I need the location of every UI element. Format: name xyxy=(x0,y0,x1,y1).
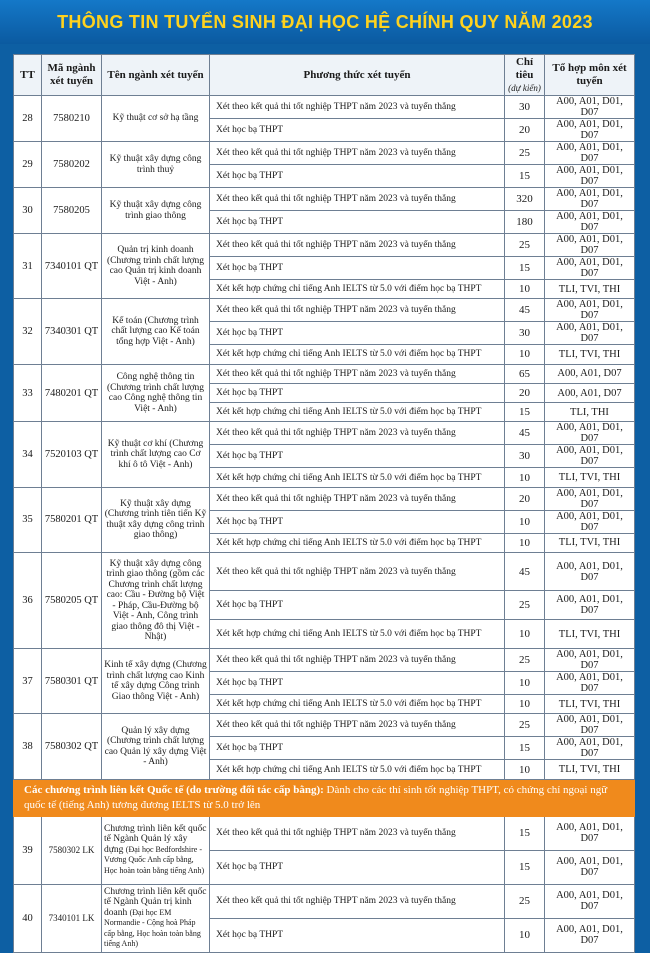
admission-method: Xét học bạ THPT xyxy=(210,672,505,695)
program-name: Kỹ thuật xây dựng công trình giao thông (gồm các Chương trình chất lượng cao: Cầu - Đường bộ Việt - Pháp, Cầu-Đường bộ Việt - Anh, Công trình giao thông đô thị Việt - Nhật) xyxy=(102,553,210,649)
program-name: Kỹ thuật xây dựng công trình giao thông xyxy=(102,188,210,234)
quota-value: 20 xyxy=(505,119,545,142)
subject-combination: A00, A01, D01, D07 xyxy=(545,142,635,165)
program-code: 7480201 QT xyxy=(42,364,102,422)
table-header-row xyxy=(14,55,635,96)
quota-value: 25 xyxy=(505,591,545,620)
program-code: 7580202 xyxy=(42,142,102,188)
table-row xyxy=(14,142,635,165)
subject-combination: A00, A01, D01, D07 xyxy=(545,422,635,445)
subject-combination: A00, A01, D01, D07 xyxy=(545,96,635,119)
program-code: 7580201 QT xyxy=(42,487,102,552)
admission-method: Xét theo kết quả thi tốt nghiệp THPT năm 2023 và tuyển thẳng xyxy=(210,142,505,165)
admission-method: Xét theo kết quả thi tốt nghiệp THPT năm 2023 và tuyển thẳng xyxy=(210,188,505,211)
program-code: 7520103 QT xyxy=(42,422,102,487)
quota-value: 45 xyxy=(505,299,545,322)
admission-method: Xét theo kết quả thi tốt nghiệp THPT năm 2023 và tuyển thẳng xyxy=(210,487,505,510)
admission-method: Xét kết hợp chứng chỉ tiếng Anh IELTS từ 5.0 với điểm học bạ THPT xyxy=(210,760,505,779)
program-code: 7340101 QT xyxy=(42,234,102,299)
subject-combination: A00, A01, D07 xyxy=(545,383,635,402)
table-row xyxy=(14,188,635,211)
admission-method: Xét kết hợp chứng chỉ tiếng Anh IELTS từ 5.0 với điểm học bạ THPT xyxy=(210,403,505,422)
quota-value: 45 xyxy=(505,422,545,445)
subject-combination: A00, A01, D01, D07 xyxy=(545,165,635,188)
program-name-detail: (Đại học Bedfordshire - Vương Quốc Anh cấp bằng, Học hoàn toàn bằng tiếng Anh) xyxy=(104,844,205,875)
admission-method: Xét học bạ THPT xyxy=(210,383,505,402)
subject-combination: A00, A01, D01, D07 xyxy=(545,299,635,322)
quota-value: 15 xyxy=(505,403,545,422)
program-name: Kỹ thuật cơ sở hạ tầng xyxy=(102,96,210,142)
admission-method: Xét kết hợp chứng chỉ tiếng Anh IELTS từ 5.0 với điểm học bạ THPT xyxy=(210,345,505,364)
quota-sublabel: (dự kiến) xyxy=(508,82,541,93)
section-banner-text: Dành cho các thí sinh tốt nghiệp THPT, có chứng chỉ ngoại ngữ quốc tế (tiếng Anh) tương đương IELTS từ 5.0 trở lên xyxy=(24,783,608,811)
program-name: Quản trị kinh doanh (Chương trình chất lượng cao Quản trị kinh doanh Việt - Anh) xyxy=(102,234,210,299)
program-name: Quản lý xây dựng (Chương trình chất lượng cao Quản lý xây dựng Việt - Anh) xyxy=(102,714,210,779)
quota-value: 320 xyxy=(505,188,545,211)
subject-combination: A00, A01, D01, D07 xyxy=(545,816,635,850)
admission-method: Xét học bạ THPT xyxy=(210,257,505,280)
admission-method: Xét học bạ THPT xyxy=(210,211,505,234)
subject-combination: TLI, TVI, THI xyxy=(545,280,635,299)
section-banner-heading: Các chương trình liên kết Quốc tế (do trường đối tác cấp bằng): xyxy=(24,783,324,796)
row-number: 31 xyxy=(14,234,42,299)
program-name: Kỹ thuật xây dựng công trình thuỷ xyxy=(102,142,210,188)
row-number: 29 xyxy=(14,142,42,188)
admissions-sheet xyxy=(13,54,635,949)
quota-value: 30 xyxy=(505,445,545,468)
table-row xyxy=(14,487,635,510)
quota-value: 180 xyxy=(505,211,545,234)
subject-combination: TLI, TVI, THI xyxy=(545,695,635,714)
row-number: 28 xyxy=(14,96,42,142)
quota-value: 10 xyxy=(505,280,545,299)
subject-combination: A00, A01, D01, D07 xyxy=(545,850,635,884)
program-code: 7580205 QT xyxy=(42,553,102,649)
admission-method: Xét học bạ THPT xyxy=(210,165,505,188)
subject-combination: TLI, TVI, THI xyxy=(545,468,635,487)
col-header-name: Tên ngành xét tuyển xyxy=(102,55,210,96)
quota-value: 30 xyxy=(505,322,545,345)
subject-combination: A00, A01, D01, D07 xyxy=(545,672,635,695)
quota-value: 25 xyxy=(505,884,545,918)
section-banner xyxy=(14,779,635,816)
admission-method: Xét theo kết quả thi tốt nghiệp THPT năm 2023 và tuyển thẳng xyxy=(210,96,505,119)
subject-combination: A00, A01, D01, D07 xyxy=(545,188,635,211)
quota-value: 15 xyxy=(505,737,545,760)
subject-combination: A00, A01, D01, D07 xyxy=(545,445,635,468)
quota-value: 45 xyxy=(505,553,545,591)
admission-method: Xét theo kết quả thi tốt nghiệp THPT năm 2023 và tuyển thẳng xyxy=(210,649,505,672)
program-name: Kinh tế xây dựng (Chương trình chất lượng cao Kinh tế xây dựng Công trình Giao thông Việt - Anh) xyxy=(102,649,210,714)
subject-combination: A00, A01, D01, D07 xyxy=(545,211,635,234)
quota-label: Chỉ tiêu xyxy=(515,55,534,81)
program-code: 7340101 LK xyxy=(42,884,102,952)
admission-method: Xét học bạ THPT xyxy=(210,445,505,468)
program-name: Kế toán (Chương trình chất lượng cao Kế toán tổng hợp Việt - Anh) xyxy=(102,299,210,364)
quota-value: 10 xyxy=(505,468,545,487)
col-header-combo: Tổ hợp môn xét tuyển xyxy=(545,55,635,96)
table-row xyxy=(14,884,635,918)
quota-value: 15 xyxy=(505,816,545,850)
subject-combination: TLI, THI xyxy=(545,403,635,422)
subject-combination: A00, A01, D01, D07 xyxy=(545,553,635,591)
quota-value: 20 xyxy=(505,383,545,402)
row-number: 37 xyxy=(14,649,42,714)
admission-method: Xét theo kết quả thi tốt nghiệp THPT năm 2023 và tuyển thẳng xyxy=(210,884,505,918)
row-number: 33 xyxy=(14,364,42,422)
program-name-cell xyxy=(102,884,210,952)
subject-combination: A00, A01, D01, D07 xyxy=(545,119,635,142)
admission-method: Xét học bạ THPT xyxy=(210,322,505,345)
row-number: 39 xyxy=(14,816,42,884)
program-name: Kỹ thuật xây dựng (Chương trình tiên tiến Kỹ thuật xây dựng công trình giao thông) xyxy=(102,487,210,552)
admission-method: Xét kết hợp chứng chỉ tiếng Anh IELTS từ 5.0 với điểm học bạ THPT xyxy=(210,620,505,649)
admission-method: Xét theo kết quả thi tốt nghiệp THPT năm 2023 và tuyển thẳng xyxy=(210,816,505,850)
program-code: 7580302 QT xyxy=(42,714,102,779)
admission-method: Xét kết hợp chứng chỉ tiếng Anh IELTS từ 5.0 với điểm học bạ THPT xyxy=(210,533,505,552)
col-header-tt: TT xyxy=(14,55,42,96)
program-code: 7580210 xyxy=(42,96,102,142)
admission-method: Xét theo kết quả thi tốt nghiệp THPT năm 2023 và tuyển thẳng xyxy=(210,364,505,383)
quota-value: 25 xyxy=(505,714,545,737)
admission-method: Xét kết hợp chứng chỉ tiếng Anh IELTS từ 5.0 với điểm học bạ THPT xyxy=(210,468,505,487)
table-row xyxy=(14,96,635,119)
subject-combination: A00, A01, D07 xyxy=(545,364,635,383)
quota-value: 30 xyxy=(505,96,545,119)
table-row xyxy=(14,364,635,383)
subject-combination: A00, A01, D01, D07 xyxy=(545,591,635,620)
row-number: 35 xyxy=(14,487,42,552)
col-header-quota xyxy=(505,55,545,96)
subject-combination: A00, A01, D01, D07 xyxy=(545,234,635,257)
admission-method: Xét học bạ THPT xyxy=(210,850,505,884)
subject-combination: A00, A01, D01, D07 xyxy=(545,884,635,918)
admission-method: Xét kết hợp chứng chỉ tiếng Anh IELTS từ 5.0 với điểm học bạ THPT xyxy=(210,695,505,714)
subject-combination: A00, A01, D01, D07 xyxy=(545,257,635,280)
subject-combination: TLI, TVI, THI xyxy=(545,345,635,364)
quota-value: 15 xyxy=(505,850,545,884)
quota-value: 25 xyxy=(505,649,545,672)
table-row xyxy=(14,234,635,257)
admissions-table xyxy=(13,54,635,953)
table-row xyxy=(14,553,635,591)
table-row xyxy=(14,816,635,850)
program-code: 7580301 QT xyxy=(42,649,102,714)
subject-combination: A00, A01, D01, D07 xyxy=(545,322,635,345)
table-row xyxy=(14,422,635,445)
admission-method: Xét học bạ THPT xyxy=(210,591,505,620)
program-code: 7580302 LK xyxy=(42,816,102,884)
admission-method: Xét theo kết quả thi tốt nghiệp THPT năm 2023 và tuyển thẳng xyxy=(210,714,505,737)
row-number: 36 xyxy=(14,553,42,649)
subject-combination: A00, A01, D01, D07 xyxy=(545,649,635,672)
row-number: 32 xyxy=(14,299,42,364)
quota-value: 10 xyxy=(505,533,545,552)
row-number: 40 xyxy=(14,884,42,952)
admission-method: Xét học bạ THPT xyxy=(210,119,505,142)
program-name-cell xyxy=(102,816,210,884)
subject-combination: A00, A01, D01, D07 xyxy=(545,510,635,533)
quota-value: 10 xyxy=(505,510,545,533)
subject-combination: TLI, TVI, THI xyxy=(545,533,635,552)
admission-method: Xét học bạ THPT xyxy=(210,510,505,533)
quota-value: 15 xyxy=(505,165,545,188)
row-number: 34 xyxy=(14,422,42,487)
admission-method: Xét theo kết quả thi tốt nghiệp THPT năm 2023 và tuyển thẳng xyxy=(210,553,505,591)
admission-method: Xét theo kết quả thi tốt nghiệp THPT năm 2023 và tuyển thẳng xyxy=(210,422,505,445)
table-row xyxy=(14,649,635,672)
subject-combination: TLI, TVI, THI xyxy=(545,760,635,779)
admission-method: Xét theo kết quả thi tốt nghiệp THPT năm 2023 và tuyển thẳng xyxy=(210,299,505,322)
col-header-code: Mã ngành xét tuyển xyxy=(42,55,102,96)
admission-method: Xét học bạ THPT xyxy=(210,737,505,760)
subject-combination: A00, A01, D01, D07 xyxy=(545,918,635,952)
quota-value: 15 xyxy=(505,257,545,280)
table-row xyxy=(14,714,635,737)
subject-combination: A00, A01, D01, D07 xyxy=(545,487,635,510)
quota-value: 10 xyxy=(505,695,545,714)
admission-method: Xét học bạ THPT xyxy=(210,918,505,952)
quota-value: 25 xyxy=(505,142,545,165)
program-name: Kỹ thuật cơ khí (Chương trình chất lượng cao Cơ khí ô tô Việt - Anh) xyxy=(102,422,210,487)
page-title: THÔNG TIN TUYỂN SINH ĐẠI HỌC HỆ CHÍNH QUY NĂM 2023 xyxy=(0,0,650,44)
row-number: 38 xyxy=(14,714,42,779)
quota-value: 20 xyxy=(505,487,545,510)
program-code: 7580205 xyxy=(42,188,102,234)
row-number: 30 xyxy=(14,188,42,234)
program-name: Chương trình liên kết quốc tế Ngành Quản lý xây dựng xyxy=(104,823,207,855)
section-banner-row xyxy=(14,779,635,816)
subject-combination: A00, A01, D01, D07 xyxy=(545,737,635,760)
subject-combination: A00, A01, D01, D07 xyxy=(545,714,635,737)
program-name: Chương trình liên kết quốc tế Ngành Quản trị kinh doanh xyxy=(104,886,207,918)
quota-value: 65 xyxy=(505,364,545,383)
col-header-method: Phương thức xét tuyển xyxy=(210,55,505,96)
quota-value: 10 xyxy=(505,620,545,649)
subject-combination: TLI, TVI, THI xyxy=(545,620,635,649)
quota-value: 10 xyxy=(505,345,545,364)
program-name: Công nghệ thông tin (Chương trình chất lượng cao Công nghệ thông tin Việt - Anh) xyxy=(102,364,210,422)
quota-value: 10 xyxy=(505,672,545,695)
admission-method: Xét kết hợp chứng chỉ tiếng Anh IELTS từ 5.0 với điểm học bạ THPT xyxy=(210,280,505,299)
program-code: 7340301 QT xyxy=(42,299,102,364)
quota-value: 10 xyxy=(505,760,545,779)
table-row xyxy=(14,299,635,322)
program-name-detail: (Đại học EM Normandie - Cộng hoà Pháp cấp bằng, Học hoàn toàn bằng tiếng Anh) xyxy=(104,907,201,949)
quota-value: 25 xyxy=(505,234,545,257)
quota-value: 10 xyxy=(505,918,545,952)
admission-method: Xét theo kết quả thi tốt nghiệp THPT năm 2023 và tuyển thẳng xyxy=(210,234,505,257)
